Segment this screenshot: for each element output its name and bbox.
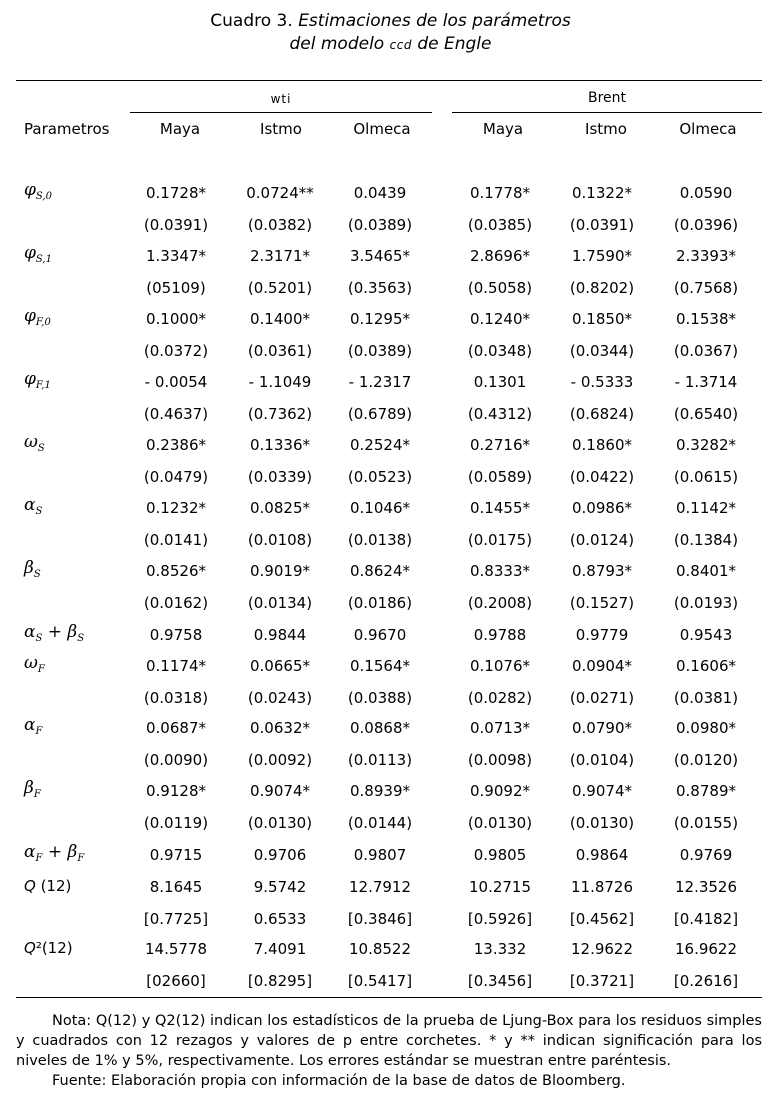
estimate-cell: 0.1860* (572, 436, 632, 454)
column-header-istmo-brent: Istmo (585, 120, 627, 138)
estimate-cell: 0.0439 (353, 184, 407, 202)
column-header-olmeca-wti: Olmeca (353, 120, 411, 138)
estimate-cell: 0.9788 (473, 626, 527, 644)
estimate-cell: - 1.2317 (348, 373, 412, 391)
estimate-cell: 10.8522 (348, 940, 412, 958)
estimate-cell: 8.1645 (149, 878, 203, 896)
row-label: Q²(12) (24, 939, 73, 957)
estimate-cell: 0.8939* (350, 782, 410, 800)
standard-error-cell: (0.0134) (247, 594, 313, 612)
standard-error-cell: (0.0389) (347, 342, 413, 360)
estimate-cell: 0.0868* (350, 719, 410, 737)
standard-error-cell: [0.8295] (247, 972, 313, 990)
standard-error-cell: (0.0381) (673, 689, 739, 707)
standard-error-cell: (0.0162) (143, 594, 209, 612)
standard-error-cell: (0.0130) (247, 814, 313, 832)
standard-error-cell: 0.6533 (253, 910, 307, 928)
standard-error-cell: (0.0615) (673, 468, 739, 486)
estimate-cell: 0.0790* (572, 719, 632, 737)
standard-error-cell: (0.0385) (467, 216, 533, 234)
standard-error-cell: (0.0193) (673, 594, 739, 612)
estimate-cell: - 1.1049 (248, 373, 312, 391)
group-header-brent: Brent (587, 90, 627, 106)
standard-error-cell: (0.0348) (467, 342, 533, 360)
standard-error-cell: [0.4182] (673, 910, 739, 928)
row-label: $\varphi_{S,0}$ (24, 180, 52, 202)
row-label: $\beta_F$ (24, 778, 41, 800)
standard-error-cell: (05109) (146, 279, 206, 297)
estimate-cell: 0.1606* (676, 657, 736, 675)
estimate-cell: 0.1538* (676, 310, 736, 328)
estimate-cell: 2.3393* (676, 247, 736, 265)
estimate-cell: 16.9622 (674, 940, 738, 958)
estimate-cell: 0.9805 (473, 846, 527, 864)
title-line-2-a: del modelo (289, 34, 385, 54)
standard-error-cell: (0.0271) (569, 689, 635, 707)
estimate-cell: 0.1046* (350, 499, 410, 517)
estimate-cell: - 0.5333 (570, 373, 634, 391)
estimate-cell: - 0.0054 (144, 373, 208, 391)
estimate-cell: 2.8696* (470, 247, 530, 265)
bottom-rule (16, 997, 762, 998)
estimate-cell: 0.8789* (676, 782, 736, 800)
standard-error-cell: (0.0124) (569, 531, 635, 549)
estimate-cell: 0.8333* (470, 562, 530, 580)
standard-error-cell: (0.0130) (467, 814, 533, 832)
standard-error-cell: (0.0119) (143, 814, 209, 832)
estimate-cell: 0.1000* (146, 310, 206, 328)
title-line-2 (0, 33, 781, 57)
estimate-cell: 0.0980* (676, 719, 736, 737)
estimate-cell: 0.3282* (676, 436, 736, 454)
standard-error-cell: (0.0391) (569, 216, 635, 234)
standard-error-cell: (0.1384) (673, 531, 739, 549)
standard-error-cell: (0.0389) (347, 216, 413, 234)
estimate-cell: 0.1455* (470, 499, 530, 517)
standard-error-cell: (0.6540) (673, 405, 739, 423)
wti-group-rule (130, 112, 432, 113)
estimate-cell: 3.5465* (350, 247, 410, 265)
column-header-parametros: Parametros (24, 120, 110, 138)
estimate-cell: 0.0986* (572, 499, 632, 517)
table-note (16, 1011, 762, 1091)
estimate-cell: 0.1336* (250, 436, 310, 454)
estimate-cell: 0.2386* (146, 436, 206, 454)
estimate-cell: 0.8624* (350, 562, 410, 580)
standard-error-cell: (0.0372) (143, 342, 209, 360)
row-label: $\beta_S$ (24, 558, 41, 580)
standard-error-cell: (0.6789) (347, 405, 413, 423)
note-text: Nota: Q(12) y Q2(12) indican los estadísticos de la prueba de Ljung-Box para los residuos simples y cuadrados con 12 rezagos y valores de p entre corchetes. * y ** indican significación para los niveles de 1% y 5%, respectivamente. Los errores estándar se muestran entre paréntesis. (16, 1013, 762, 1069)
standard-error-cell: (0.0144) (347, 814, 413, 832)
top-rule (16, 80, 762, 81)
standard-error-cell: (0.0361) (247, 342, 313, 360)
standard-error-cell: [02660] (146, 972, 206, 990)
row-label: $\alpha_S$ (24, 495, 43, 517)
estimate-cell: 9.5742 (253, 878, 307, 896)
standard-error-cell: (0.0186) (347, 594, 413, 612)
estimate-cell: 0.2524* (350, 436, 410, 454)
standard-error-cell: [0.3846] (347, 910, 413, 928)
estimate-cell: 0.1778* (470, 184, 530, 202)
estimate-cell: 0.1400* (250, 310, 310, 328)
estimate-cell: 12.9622 (570, 940, 634, 958)
standard-error-cell: (0.5201) (247, 279, 313, 297)
standard-error-cell: (0.0175) (467, 531, 533, 549)
estimate-cell: 12.3526 (674, 878, 738, 896)
estimate-cell: 0.9074* (250, 782, 310, 800)
estimate-cell: - 1.3714 (674, 373, 738, 391)
estimate-cell: 13.332 (473, 940, 527, 958)
standard-error-cell: (0.0155) (673, 814, 739, 832)
estimate-cell: 0.2716* (470, 436, 530, 454)
estimate-cell: 0.0590 (679, 184, 733, 202)
estimate-cell: 0.1076* (470, 657, 530, 675)
standard-error-cell: (0.0367) (673, 342, 739, 360)
estimate-cell: 0.8793* (572, 562, 632, 580)
standard-error-cell: (0.0113) (347, 751, 413, 769)
standard-error-cell: (0.0098) (467, 751, 533, 769)
standard-error-cell: (0.0108) (247, 531, 313, 549)
estimate-cell: 0.1850* (572, 310, 632, 328)
estimate-cell: 12.7912 (348, 878, 412, 896)
standard-error-cell: (0.0282) (467, 689, 533, 707)
standard-error-cell: (0.0523) (347, 468, 413, 486)
estimate-cell: 0.1301 (473, 373, 527, 391)
row-label: $\varphi_{F,1}$ (24, 369, 51, 391)
standard-error-cell: (0.0344) (569, 342, 635, 360)
row-label: $\alpha_F + \beta_F$ (24, 842, 85, 864)
estimate-cell: 0.1142* (676, 499, 736, 517)
standard-error-cell: (0.6824) (569, 405, 635, 423)
column-header-istmo-wti: Istmo (260, 120, 302, 138)
estimate-cell: 2.3171* (250, 247, 310, 265)
estimate-cell: 0.9074* (572, 782, 632, 800)
column-header-olmeca-brent: Olmeca (679, 120, 737, 138)
standard-error-cell: (0.0138) (347, 531, 413, 549)
standard-error-cell: [0.3721] (569, 972, 635, 990)
estimate-cell: 0.0665* (250, 657, 310, 675)
standard-error-cell: (0.0130) (569, 814, 635, 832)
column-header-maya-brent: Maya (482, 120, 524, 138)
standard-error-cell: [0.2616] (673, 972, 739, 990)
estimate-cell: 0.9706 (253, 846, 307, 864)
title-italic-1: Estimaciones de los parámetros (298, 11, 571, 31)
standard-error-cell: (0.3563) (347, 279, 413, 297)
estimate-cell: 0.1174* (146, 657, 206, 675)
standard-error-cell: (0.1527) (569, 594, 635, 612)
estimate-cell: 0.9769 (679, 846, 733, 864)
standard-error-cell: (0.0479) (143, 468, 209, 486)
estimate-cell: 0.9019* (250, 562, 310, 580)
row-label: $\omega_F$ (24, 653, 45, 675)
standard-error-cell: [0.5417] (347, 972, 413, 990)
source-text: Fuente: Elaboración propia con información de la base de datos de Bloomberg. (52, 1073, 626, 1089)
group-header-wti: wti (270, 92, 292, 106)
estimate-cell: 0.0713* (470, 719, 530, 737)
estimate-cell: 0.9128* (146, 782, 206, 800)
standard-error-cell: (0.2008) (467, 594, 533, 612)
estimate-cell: 0.0724** (246, 184, 314, 202)
estimate-cell: 0.9779 (575, 626, 629, 644)
estimate-cell: 0.9864 (575, 846, 629, 864)
standard-error-cell: (0.0589) (467, 468, 533, 486)
row-label: $\alpha_S + \beta_S$ (24, 622, 85, 644)
title-line-2-b: de Engle (417, 34, 492, 54)
estimate-cell: 0.8526* (146, 562, 206, 580)
estimate-cell: 0.9758 (149, 626, 203, 644)
standard-error-cell: [0.3456] (467, 972, 533, 990)
estimate-cell: 0.9670 (353, 626, 407, 644)
standard-error-cell: [0.4562] (569, 910, 635, 928)
estimate-cell: 0.9807 (353, 846, 407, 864)
standard-error-cell: (0.0092) (247, 751, 313, 769)
estimate-cell: 0.1564* (350, 657, 410, 675)
standard-error-cell: (0.4637) (143, 405, 209, 423)
estimate-cell: 7.4091 (253, 940, 307, 958)
estimate-cell: 0.0687* (146, 719, 206, 737)
standard-error-cell: (0.0318) (143, 689, 209, 707)
estimate-cell: 0.9844 (253, 626, 307, 644)
row-label: $\omega_S$ (24, 432, 45, 454)
standard-error-cell: (0.0141) (143, 531, 209, 549)
estimate-cell: 0.9715 (149, 846, 203, 864)
standard-error-cell: (0.0104) (569, 751, 635, 769)
standard-error-cell: (0.7568) (673, 279, 739, 297)
standard-error-cell: (0.0391) (143, 216, 209, 234)
title-model-name: ccd (389, 38, 412, 52)
standard-error-cell: (0.5058) (467, 279, 533, 297)
standard-error-cell: [0.7725] (143, 910, 209, 928)
standard-error-cell: (0.0396) (673, 216, 739, 234)
estimate-cell: 0.1322* (572, 184, 632, 202)
column-header-maya-wti: Maya (159, 120, 201, 138)
standard-error-cell: (0.4312) (467, 405, 533, 423)
standard-error-cell: (0.0120) (673, 751, 739, 769)
standard-error-cell: (0.0382) (247, 216, 313, 234)
table-title (0, 10, 781, 57)
standard-error-cell: (0.0339) (247, 468, 313, 486)
estimate-cell: 1.3347* (146, 247, 206, 265)
estimate-cell: 14.5778 (144, 940, 208, 958)
title-line-1 (0, 10, 781, 33)
estimate-cell: 0.8401* (676, 562, 736, 580)
estimate-cell: 0.0904* (572, 657, 632, 675)
row-label: $\varphi_{S,1}$ (24, 243, 52, 265)
brent-group-rule (452, 112, 762, 113)
standard-error-cell: (0.0388) (347, 689, 413, 707)
row-label: $\alpha_F$ (24, 715, 43, 737)
row-label: Q (12) (24, 877, 72, 895)
standard-error-cell: [0.5926] (467, 910, 533, 928)
estimate-cell: 0.9543 (679, 626, 733, 644)
title-prefix: Cuadro 3. (210, 11, 293, 31)
estimate-cell: 0.1295* (350, 310, 410, 328)
estimate-cell: 11.8726 (570, 878, 634, 896)
row-label: $\varphi_{F,0}$ (24, 306, 51, 328)
standard-error-cell: (0.0090) (143, 751, 209, 769)
estimate-cell: 0.1232* (146, 499, 206, 517)
estimate-cell: 0.1240* (470, 310, 530, 328)
standard-error-cell: (0.7362) (247, 405, 313, 423)
standard-error-cell: (0.8202) (569, 279, 635, 297)
estimate-cell: 0.1728* (146, 184, 206, 202)
estimate-cell: 1.7590* (572, 247, 632, 265)
standard-error-cell: (0.0243) (247, 689, 313, 707)
estimate-cell: 0.9092* (470, 782, 530, 800)
estimate-cell: 10.2715 (468, 878, 532, 896)
estimate-cell: 0.0825* (250, 499, 310, 517)
standard-error-cell: (0.0422) (569, 468, 635, 486)
estimate-cell: 0.0632* (250, 719, 310, 737)
